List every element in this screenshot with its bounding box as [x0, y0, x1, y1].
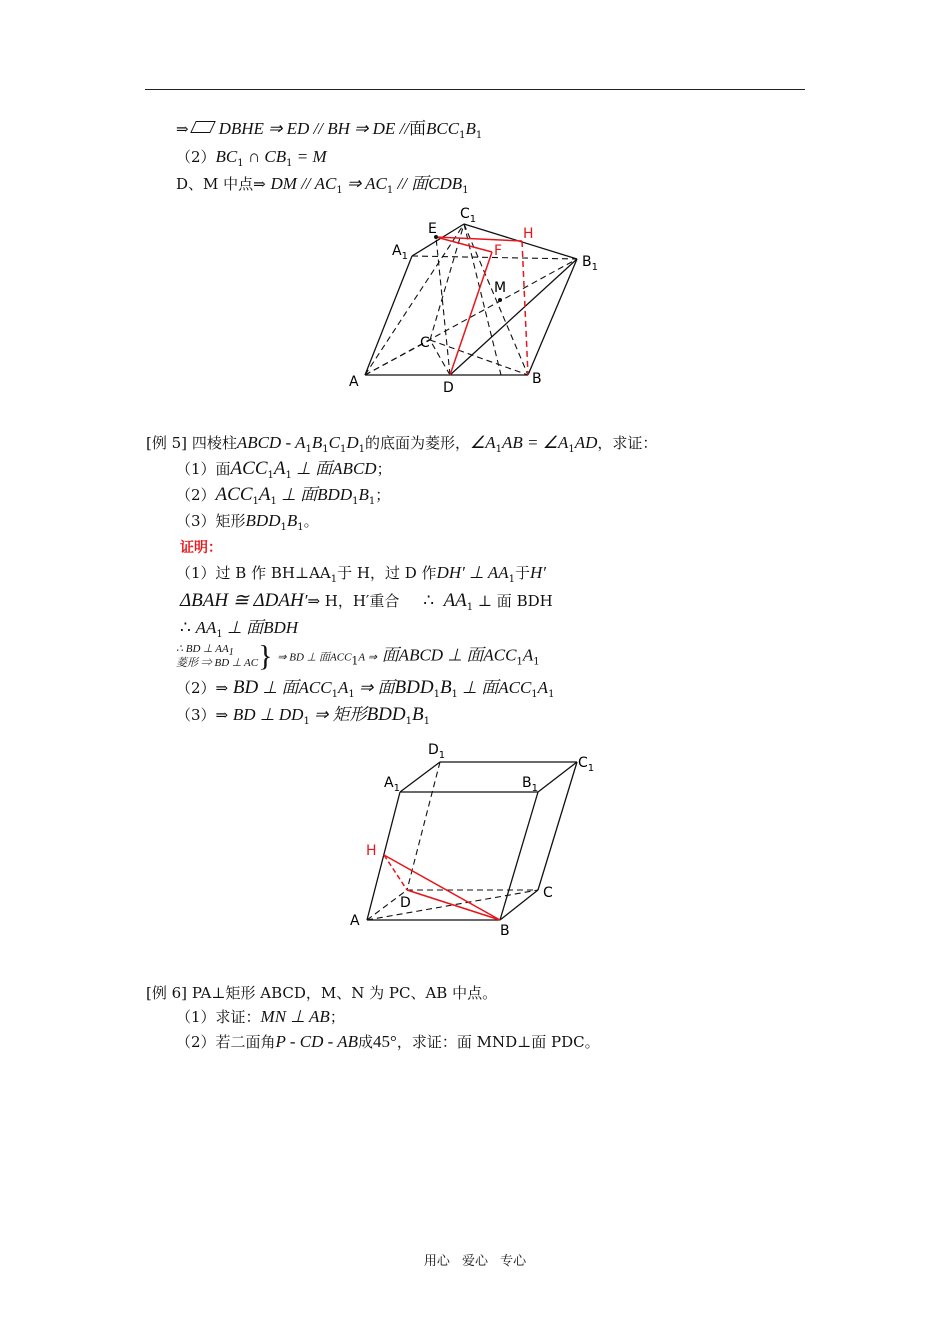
figure1-prism-diagram: [340, 200, 610, 400]
label-B1: $B_1$: [522, 775, 538, 794]
example5-statement: [例 5] 四棱柱ABCD - $A_1B_1C_1D_1$的底面为菱形，$\angle A_1AB$ = $\angle A_1AD$，求证：: [146, 433, 658, 455]
parallelogram-icon: [190, 121, 216, 133]
label-C: C: [420, 335, 430, 351]
proof1-line3: D、M 中点⇒ DM // $AC_1$ ⇒ $AC_1$ // 面$CDB_1$: [176, 174, 469, 196]
implies-symbol: ⇒: [176, 120, 189, 138]
proof5-step2: ΔBAH ≅ ΔDAH′⇒ H，H′重合 ∴ $AA_1$ ⊥ 面 BDH: [180, 590, 553, 613]
label-E: E: [428, 221, 437, 237]
label-F: F: [494, 243, 503, 259]
label-D: D: [400, 895, 411, 911]
example6-part2: （2）若二面角P - CD - AB成45°，求证：面 MND⊥面 PDC。: [176, 1032, 600, 1051]
example5-part3: （3）矩形$BDD_1B_1$。: [176, 511, 319, 533]
label-M: M: [494, 280, 507, 296]
proof5-step1: （1）过 B 作 $BH\perp AA_1$于 H，过 D 作DH′ ⊥ $AA_1$于H′: [176, 563, 546, 585]
figure2-prism-diagram: [340, 735, 620, 945]
label-C1: $C_1$: [578, 755, 595, 774]
label-B: B: [532, 371, 542, 387]
brace-conditions: ∴ BD ⊥ $AA_1$ 菱形 ⇒ BD ⊥ AC: [176, 643, 259, 670]
example6-statement: [例 6] PA⊥矩形 ABCD，M、N 为 PC、AB 中点。: [146, 984, 498, 1002]
proof5-step5: （2）⇒ BD ⊥ 面$ACC_1A_1$ ⇒ 面$BDD_1B_1$ ⊥ 面$ACC_1A_1$: [176, 677, 555, 700]
example-tag: [例 5]: [146, 434, 188, 452]
proof5-step3: ∴ $AA_1$ ⊥ 面BDH: [180, 618, 299, 640]
label-C: C: [543, 885, 553, 901]
example6-part1: （1）求证：MN ⊥ AB；: [176, 1007, 345, 1026]
proof1-line2: $(2)BC_1$ ∩ $CB_1 = M$: [176, 147, 327, 169]
label-A: A: [350, 913, 360, 929]
label-A1: $A_1$: [384, 775, 400, 794]
proof5-step6: （3）⇒ BD ⊥ $DD_1$ ⇒ 矩形$BDD_1B_1$: [176, 704, 430, 727]
label-C1: $C_1$: [460, 206, 477, 225]
label-D: D: [443, 380, 454, 396]
footer-slogan: 用心 爱心 专心: [423, 1254, 527, 1269]
header-rule: [145, 89, 805, 90]
label-H: H: [366, 843, 377, 859]
proof5-step4: ∴ BD ⊥ $AA_1$ 菱形 ⇒ BD ⊥ AC} ⇒ BD ⊥ 面$ACC_1A$ ⇒ 面ABCD ⊥ 面$ACC_1A_1$: [176, 639, 540, 673]
example-tag: [例 6]: [146, 984, 188, 1002]
label-A: A: [349, 374, 359, 390]
example5-part2: $(2)ACC_1A_1$ ⊥ 面$BDD_1B_1$；: [176, 484, 391, 507]
label-B: B: [500, 923, 510, 939]
proof-title: 证明：: [180, 540, 222, 556]
example5-part1: （1）面$ACC_1A_1$ ⊥ 面ABCD；: [176, 458, 392, 481]
label-D1: $D_1$: [428, 742, 446, 761]
label-A1: $A_1$: [392, 243, 408, 262]
label-B1: $B_1$: [582, 254, 598, 273]
proof1-line1: ⇒ DBHE ⇒ ED // BH ⇒ DE //面$BCC_1B_1$: [176, 119, 483, 141]
right-brace: }: [258, 639, 273, 673]
label-H: H: [523, 226, 534, 242]
